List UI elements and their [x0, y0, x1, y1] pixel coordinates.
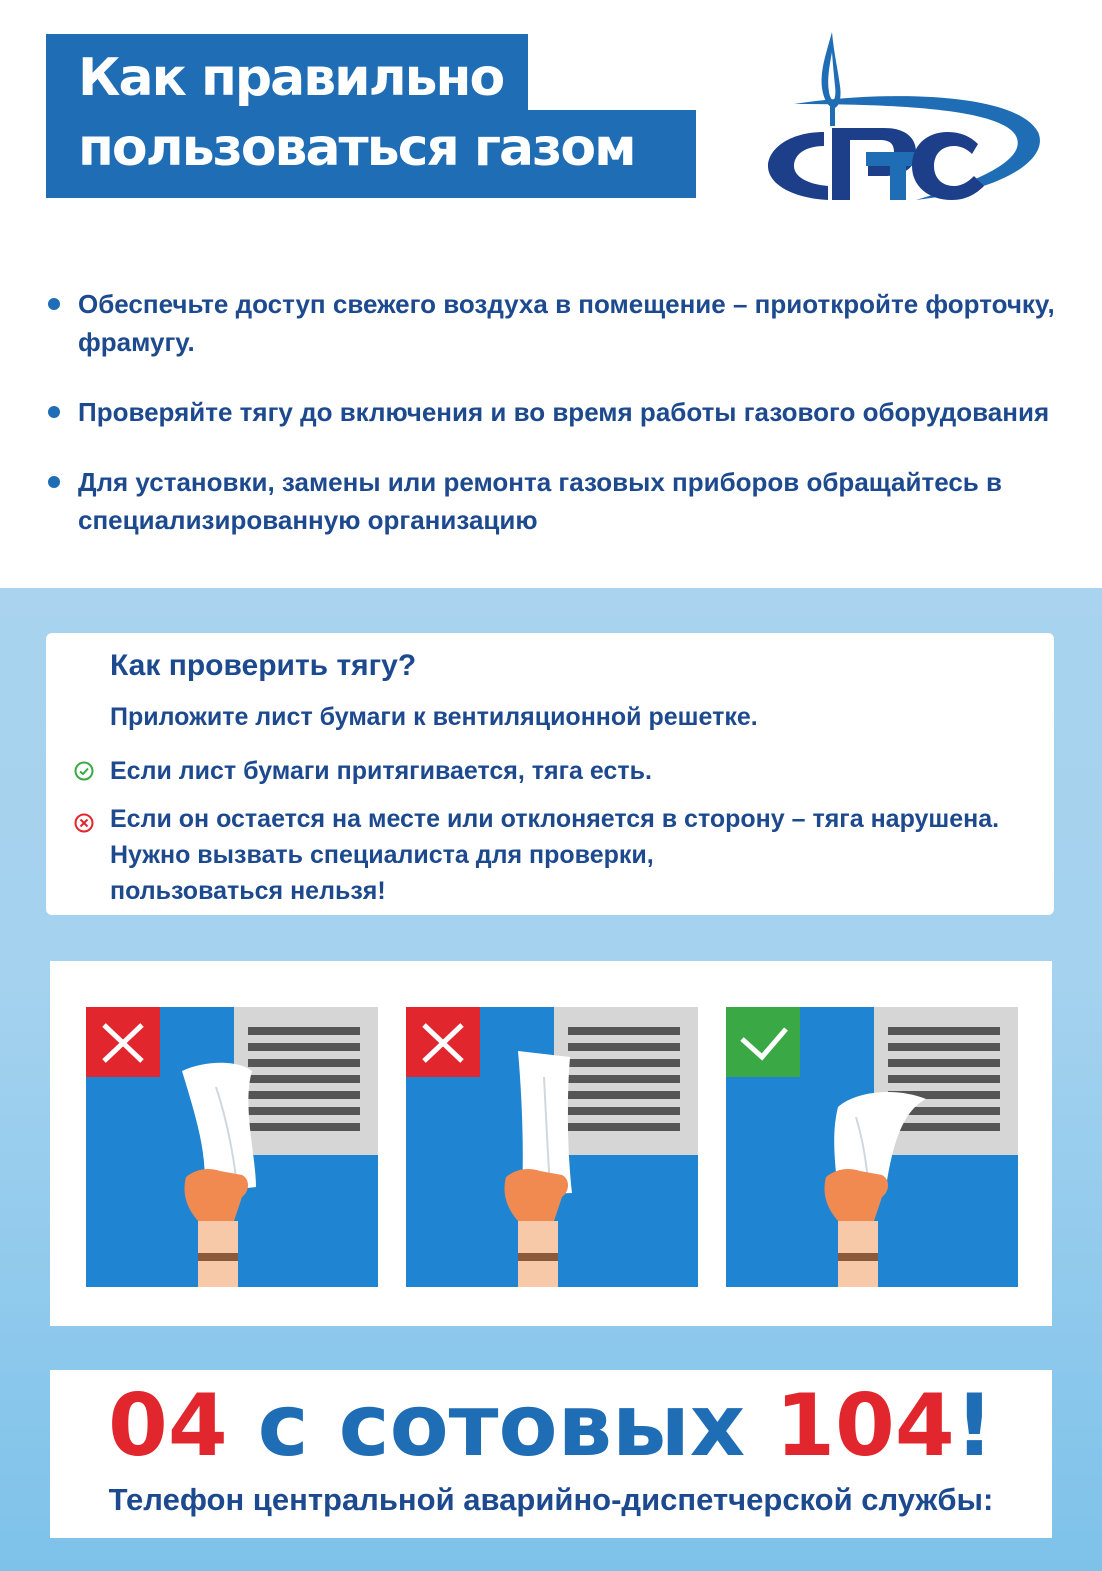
emergency-numbers: [50, 1376, 1052, 1476]
draft-bad-text-2: Нужно вызвать специалиста для проверки,: [110, 841, 654, 869]
cross-icon: [406, 1007, 480, 1077]
title-line-2: пользоваться газом: [46, 110, 696, 198]
check-circle-icon: [74, 761, 94, 781]
illustration-correct: [726, 1007, 1018, 1287]
page-title: [46, 34, 696, 198]
illustration-wrong-1: [86, 1007, 378, 1287]
illustrations: [50, 961, 1052, 1326]
title-line-1: Как правильно: [46, 34, 528, 110]
card-title: Как проверить тягу?: [110, 649, 417, 682]
draft-bad-text-3: пользоваться нельзя!: [110, 877, 386, 905]
draft-check-card: [46, 633, 1054, 915]
landline-number: 04: [108, 1376, 228, 1476]
emergency-phone-box: [50, 1370, 1052, 1538]
advice-item: Проверяйте тягу до включения и во время работы газового оборудования: [46, 393, 1056, 431]
mobile-number: 104: [775, 1376, 955, 1476]
advice-list: [46, 285, 1056, 571]
advice-item: Для установки, замены или ремонта газовых приборов обращайтесь в специализированную организацию: [46, 463, 1056, 539]
illustration-wrong-2: [406, 1007, 698, 1287]
cross-icon: [86, 1007, 160, 1077]
company-logo: [766, 32, 1046, 212]
draft-ok-text: Если лист бумаги притягивается, тяга есть.: [110, 757, 652, 785]
phone-caption: Телефон центральной аварийно-диспетчерской службы:: [108, 1482, 994, 1517]
cross-circle-icon: [74, 813, 94, 833]
card-instruction: Приложите лист бумаги к вентиляционной решетке.: [110, 703, 758, 731]
exclamation: !: [954, 1376, 994, 1476]
mobile-label: с сотовых: [257, 1376, 746, 1476]
check-icon: [726, 1007, 800, 1077]
draft-bad-text-1: Если он остается на месте или отклоняется в сторону – тяга нарушена.: [110, 805, 1000, 833]
advice-item: Обеспечьте доступ свежего воздуха в помещение – приоткройте форточку, фрамугу.: [46, 285, 1056, 361]
